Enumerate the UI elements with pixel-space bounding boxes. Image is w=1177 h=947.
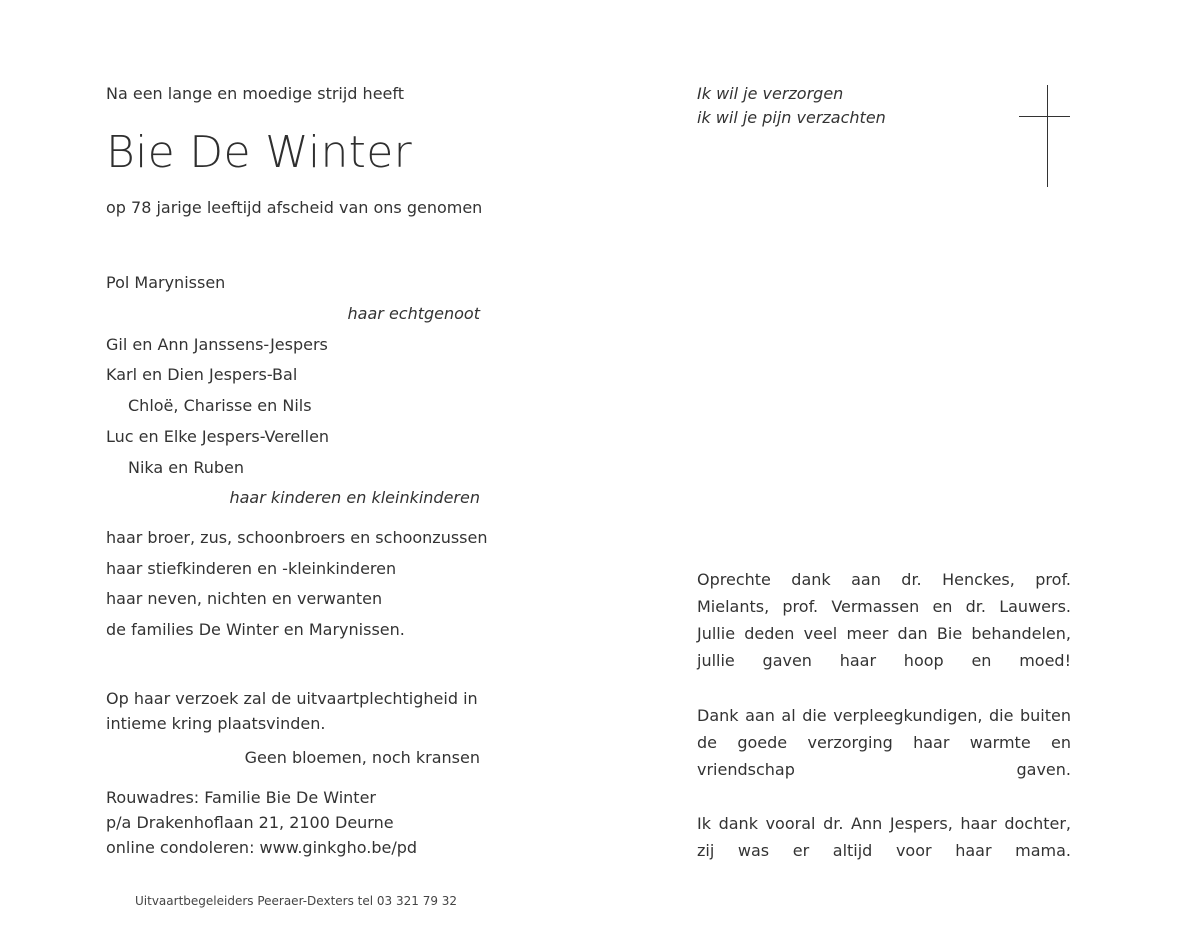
intro-line: Na een lange en moedige strijd heeft: [106, 84, 404, 103]
address-line: p/a Drakenhoflaan 21, 2100 Deurne: [106, 813, 394, 832]
children-role: haar kinderen en kleinkinderen: [229, 488, 480, 507]
age-line: op 78 jarige leeftijd afscheid van ons genomen: [106, 198, 483, 217]
relatives-line: de families De Winter en Marynissen.: [106, 620, 405, 639]
deceased-name: Bie De Winter: [106, 127, 412, 178]
cross-vertical-bar: [1047, 85, 1048, 187]
thanks-nurses: Dank aan al die verpleegkundigen, die buiten de goede verzorging haar warmte en vriendschap gaven.: [697, 706, 1071, 779]
thanks-daughter: Ik dank vooral dr. Ann Jespers, haar dochter, zij was er altijd voor haar mama.: [697, 814, 1071, 860]
family-line: Luc en Elke Jespers-Verellen: [106, 427, 330, 446]
address-line: Rouwadres: Familie Bie De Winter: [106, 788, 376, 807]
footer-funeral-director: Uitvaartbegeleiders Peeraer-Dexters tel 03 321 79 32: [135, 894, 458, 908]
spouse-role: haar echtgenoot: [347, 304, 480, 323]
family-line: Karl en Dien Jespers-Bal: [106, 365, 298, 384]
relatives-line: haar stiefkinderen en -kleinkinderen: [106, 559, 397, 578]
spouse-name: Pol Marynissen: [106, 273, 226, 292]
grandchildren-line: Nika en Ruben: [128, 458, 245, 477]
poem-line: Ik wil je verzorgen: [697, 84, 844, 103]
cross-horizontal-bar: [1019, 116, 1070, 117]
no-flowers-note: Geen bloemen, noch kransen: [244, 748, 480, 767]
grandchildren-line: Chloë, Charisse en Nils: [128, 396, 312, 415]
condolence-line: online condoleren: www.ginkgho.be/pd: [106, 838, 418, 857]
thanks-doctors: Oprechte dank aan dr. Henckes, prof. Mielants, prof. Vermassen en dr. Lauwers. Jullie deden veel meer dan Bie behandelen, jullie gaven haar hoop en moed!: [697, 570, 1071, 670]
relatives-line: haar neven, nichten en verwanten: [106, 589, 383, 608]
relatives-line: haar broer, zus, schoonbroers en schoonzussen: [106, 528, 488, 547]
ceremony-line: intieme kring plaatsvinden.: [106, 714, 326, 733]
poem-line: ik wil je pijn verzachten: [697, 108, 886, 127]
ceremony-line: Op haar verzoek zal de uitvaartplechtigheid in: [106, 689, 478, 708]
family-line: Gil en Ann Janssens-Jespers: [106, 335, 328, 354]
